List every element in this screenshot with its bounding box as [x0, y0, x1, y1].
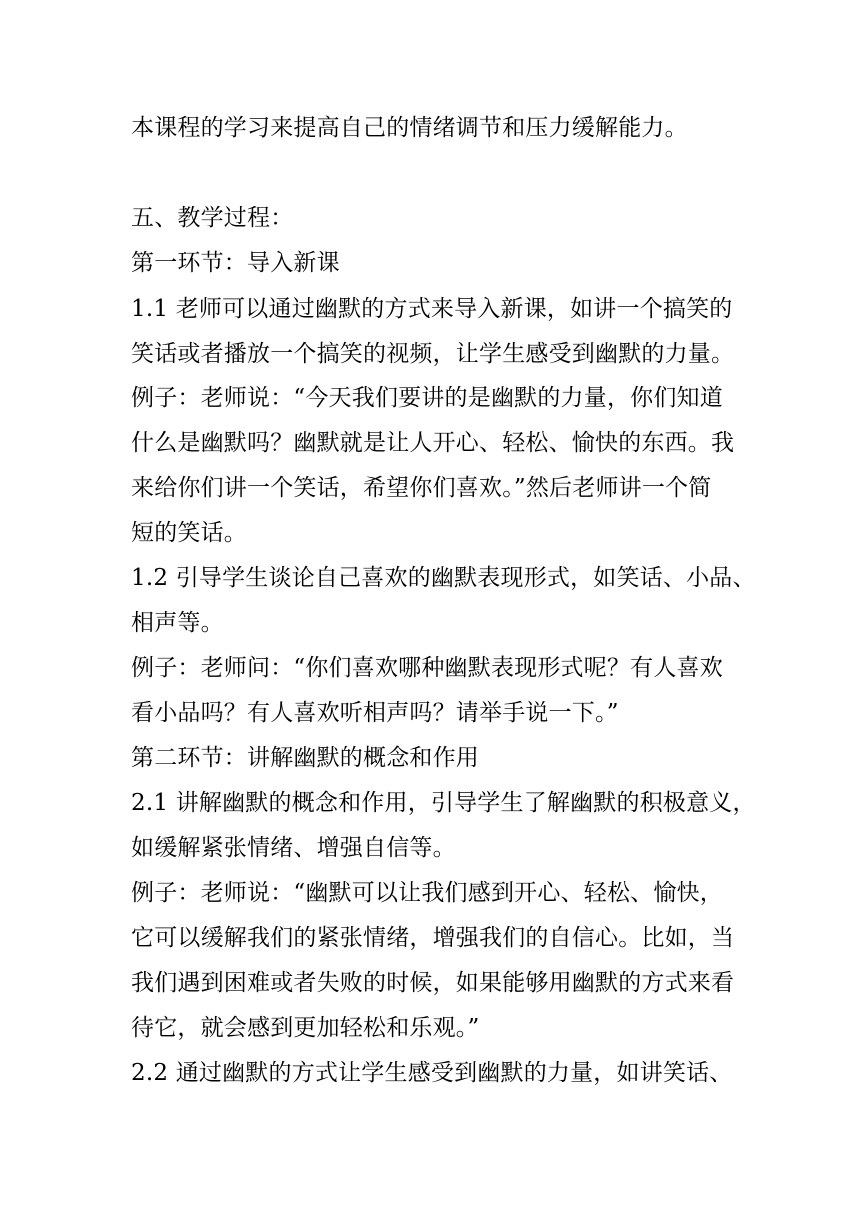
text-line: 2.2 通过幽默的方式让学生感受到幽默的力量，如讲笑话、	[131, 1060, 733, 1086]
text-line: 1.1 老师可以通过幽默的方式来导入新课，如讲一个搞笑的	[131, 296, 733, 322]
text-line: 相声等。	[131, 610, 224, 636]
subsection-heading: 第一环节：导入新课	[131, 250, 340, 276]
text-line: 短的笑话。	[131, 520, 247, 546]
text-line: 例子：老师说：“幽默可以让我们感到开心、轻松、愉快，	[131, 880, 723, 906]
subsection-heading: 第二环节：讲解幽默的概念和作用	[131, 745, 479, 771]
text-line: 笑话或者播放一个搞笑的视频，让学生感受到幽默的力量。	[131, 341, 735, 367]
text-line: 例子：老师说：“今天我们要讲的是幽默的力量，你们知道	[131, 385, 723, 411]
text-line: 看小品吗？有人喜欢听相声吗？请举手说一下。”	[131, 700, 619, 726]
text-line: 待它，就会感到更加轻松和乐观。”	[131, 1015, 480, 1041]
text-line: 2.1 讲解幽默的概念和作用，引导学生了解幽默的积极意义，	[131, 790, 756, 816]
text-line: 1.2 引导学生谈论自己喜欢的幽默表现形式，如笑话、小品、	[131, 565, 756, 591]
text-line: 本课程的学习来提高自己的情绪调节和压力缓解能力。	[131, 115, 688, 141]
text-line: 来给你们讲一个笑话，希望你们喜欢。”然后老师讲一个简	[131, 475, 712, 501]
text-line: 什么是幽默吗？幽默就是让人开心、轻松、愉快的东西。我	[131, 430, 735, 456]
text-line: 我们遇到困难或者失败的时候，如果能够用幽默的方式来看	[131, 970, 735, 996]
text-line: 如缓解紧张情绪、增强自信等。	[131, 835, 456, 861]
text-line: 它可以缓解我们的紧张情绪，增强我们的自信心。比如，当	[131, 925, 735, 951]
section-heading: 五、教学过程：	[131, 205, 294, 231]
text-line: 例子：老师问：“你们喜欢哪种幽默表现形式呢？有人喜欢	[131, 655, 723, 681]
